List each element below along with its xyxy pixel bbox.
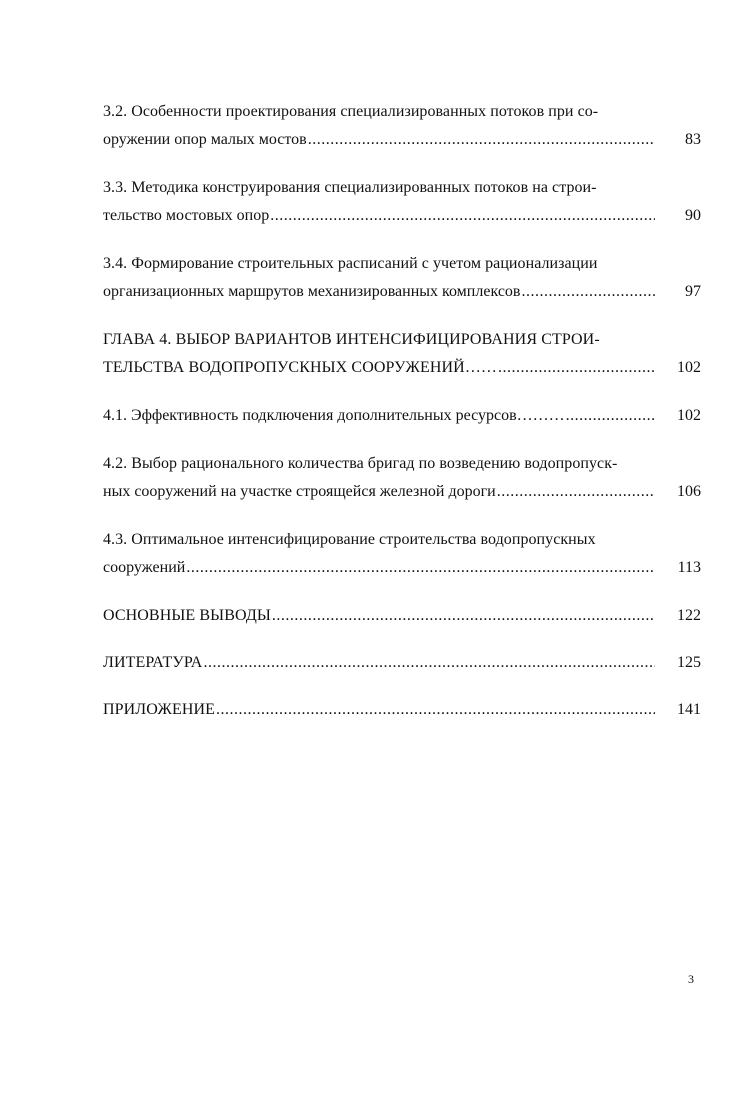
toc-entry-text xyxy=(103,696,671,724)
toc-entry-title-line2-wrap xyxy=(103,202,671,230)
toc-entry-title-line2-wrap xyxy=(103,478,671,506)
toc-entry-page: 90 xyxy=(685,207,701,224)
dot-leader xyxy=(272,602,655,630)
dot-leader xyxy=(270,202,655,230)
toc-entry-title-line1: 4.2. Выбор рационального количества бригад по возведению водопропуск- xyxy=(103,455,618,472)
toc-entry-page: 113 xyxy=(677,559,701,576)
toc-entry-title-line2: оружении опор малых мостов xyxy=(103,131,307,148)
toc-entry-4-2[interactable] xyxy=(103,450,701,506)
toc-entry-page: 125 xyxy=(677,654,701,671)
toc-entry-page: 83 xyxy=(685,131,701,148)
dot-leader xyxy=(203,649,655,677)
dot-leader xyxy=(216,696,655,724)
dot-leader xyxy=(186,554,655,582)
toc-entry-text xyxy=(103,450,671,506)
toc-entry-title: ПРИЛОЖЕНИЕ xyxy=(103,701,216,718)
toc-entry-title-line-wrap xyxy=(103,649,671,677)
toc-entry-page: 122 xyxy=(677,607,701,624)
toc-entry-title-line1: 4.3. Оптимальное интенсифицирование строительства водопропускных xyxy=(103,531,596,548)
toc-entry-text xyxy=(103,649,671,677)
toc-entry-title-line-wrap xyxy=(103,402,671,430)
toc-entry-title-line2: тельство мостовых опор xyxy=(103,207,270,224)
toc-entry-page: 102 xyxy=(677,359,701,376)
dot-leader xyxy=(497,478,655,506)
toc-entry-title-line2-wrap xyxy=(103,354,671,382)
table-of-contents xyxy=(103,98,701,724)
toc-entry-title-line-wrap xyxy=(103,602,671,630)
toc-entry-title-line1: ГЛАВА 4. ВЫБОР ВАРИАНТОВ ИНТЕНСИФИЦИРОВАНИЯ СТРОИ- xyxy=(103,331,600,348)
toc-entry-title: ЛИТЕРАТУРА xyxy=(103,654,203,671)
toc-entry-title-line-wrap xyxy=(103,696,671,724)
toc-entry-page: 102 xyxy=(677,407,701,424)
page-number: 3 xyxy=(688,972,694,986)
toc-entry-page: 106 xyxy=(677,483,701,500)
toc-entry-3-3[interactable] xyxy=(103,174,701,230)
toc-entry-title-line1: 3.2. Особенности проектирования специализированных потоков при со- xyxy=(103,103,599,120)
toc-entry-text xyxy=(103,250,671,306)
toc-entry-3-4[interactable] xyxy=(103,250,701,306)
toc-entry-title: 4.1. Эффективность подключения дополнительных ресурсов……… xyxy=(103,407,565,424)
toc-entry-4-3[interactable] xyxy=(103,526,701,582)
toc-entry-page: 97 xyxy=(685,283,701,300)
toc-entry-title-line1: 3.4. Формирование строительных расписаний с учетом рационализации xyxy=(103,255,598,272)
toc-entry-text xyxy=(103,326,671,382)
toc-entry-text xyxy=(103,526,671,582)
toc-entry-text xyxy=(103,602,671,630)
toc-entry-chapter-4[interactable] xyxy=(103,326,701,382)
toc-entry-literature[interactable] xyxy=(103,649,701,677)
toc-entry-text xyxy=(103,402,671,430)
toc-entry-title-line2: сооружений xyxy=(103,559,186,576)
toc-entry-text xyxy=(103,174,671,230)
dot-leader xyxy=(498,354,655,382)
toc-entry-appendix[interactable] xyxy=(103,696,701,724)
toc-entry-4-1[interactable] xyxy=(103,402,701,430)
toc-entry-title-line2-wrap xyxy=(103,126,671,154)
toc-entry-title-line2: организационных маршрутов механизированных комплексов xyxy=(103,283,521,300)
toc-entry-title-line1: 3.3. Методика конструирования специализированных потоков на строи- xyxy=(103,179,597,196)
toc-entry-text xyxy=(103,98,671,154)
dot-leader xyxy=(521,278,655,306)
dot-leader xyxy=(566,402,655,430)
toc-entry-page: 141 xyxy=(677,701,701,718)
toc-entry-conclusions[interactable] xyxy=(103,602,701,630)
toc-entry-title-line2-wrap xyxy=(103,554,671,582)
toc-entry-title-line2-wrap xyxy=(103,278,671,306)
dot-leader xyxy=(308,126,655,154)
toc-entry-title-line2: ТЕЛЬСТВА ВОДОПРОПУСКНЫХ СООРУЖЕНИЙ…… xyxy=(103,359,498,376)
toc-entry-3-2[interactable] xyxy=(103,98,701,154)
toc-entry-title: ОСНОВНЫЕ ВЫВОДЫ xyxy=(103,607,271,624)
toc-entry-title-line2: ных сооружений на участке строящейся железной дороги xyxy=(103,483,496,500)
